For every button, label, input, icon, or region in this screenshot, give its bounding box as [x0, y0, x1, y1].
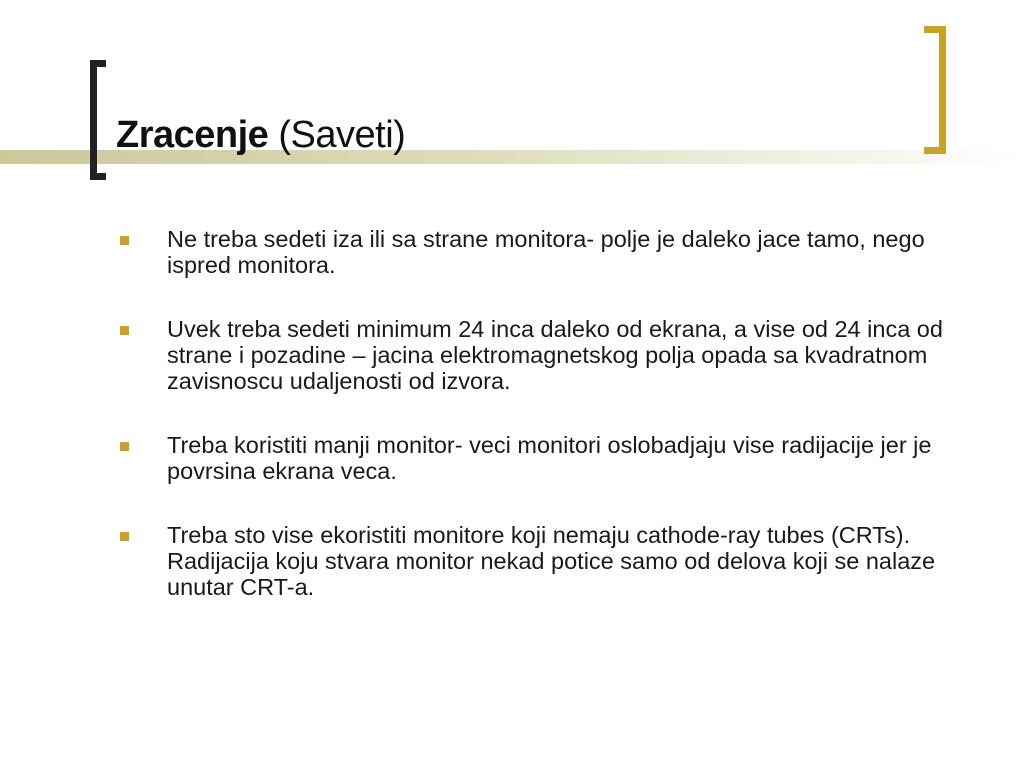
right-bracket-decoration: [924, 26, 946, 154]
bullet-text: Treba koristiti manji monitor- veci monitori oslobadjaju vise radijacije jer je povrsina ekrana veca.: [167, 432, 932, 484]
bullet-text: Ne treba sedeti iza ili sa strane monitora- polje je daleko jace tamo, nego ispred monitora.: [167, 226, 925, 278]
left-bracket-decoration: [90, 60, 106, 180]
bullet-text: Treba sto vise ekoristiti monitore koji nemaju cathode-ray tubes (CRTs). Radijacija koju stvara monitor nekad potice samo od delova koji se nalaze unutar CRT-a.: [167, 522, 936, 600]
bullet-item: [114, 316, 964, 394]
bullet-item: [114, 226, 964, 278]
bullet-text: Uvek treba sedeti minimum 24 inca daleko od ekrana, a vise od 24 inca od strane i pozadine – jacina elektromagnetskog polja opada sa kvadratnom zavisnoscu udaljenosti od izvora.: [167, 316, 943, 394]
bullet-item: [114, 522, 964, 600]
square-bullet-icon: [120, 326, 129, 335]
square-bullet-icon: [120, 442, 129, 451]
slide-title-sub: (Saveti): [278, 114, 406, 156]
square-bullet-icon: [120, 236, 129, 245]
square-bullet-icon: [120, 532, 129, 541]
bullet-list: [114, 226, 964, 638]
slide-title-main: Zracenje: [116, 114, 269, 156]
slide-title: [116, 112, 405, 158]
bullet-item: [114, 432, 964, 484]
